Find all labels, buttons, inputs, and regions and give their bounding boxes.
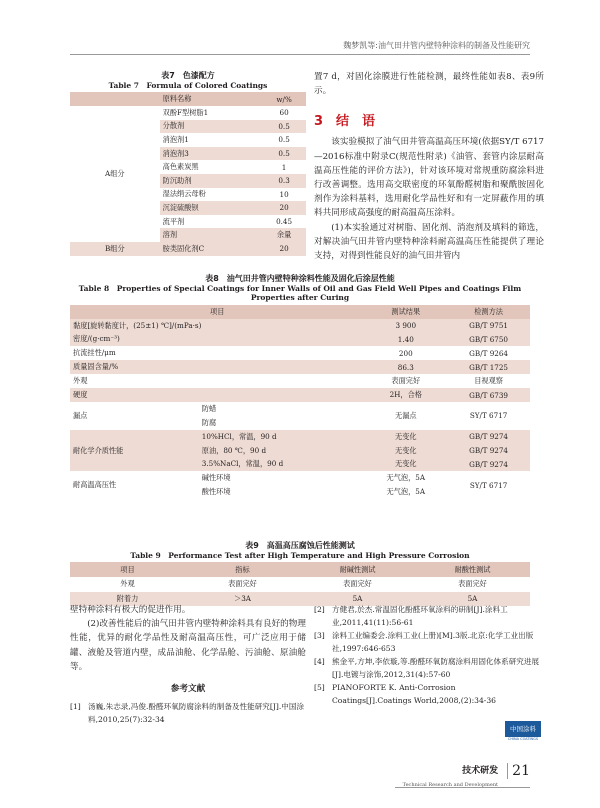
table8 — [70, 305, 530, 499]
table9-cell: 5A — [352, 594, 363, 604]
table7-cell-name: 分散剂 — [162, 121, 185, 131]
table8-cell-method: GB/T 9274 — [469, 459, 508, 469]
table7-header-row — [70, 92, 306, 106]
table9-col: 耐碱性测试 — [339, 564, 376, 574]
footer-section-cn: 技术研发 — [462, 766, 499, 776]
table7-cell-w: 余量 — [276, 230, 292, 240]
table-row — [70, 388, 530, 402]
table8-cell-sub: 10%HCl，常温，90 d — [201, 431, 277, 441]
table8-cell-method: 目视观察 — [474, 376, 503, 386]
reference-number: [1] — [70, 702, 81, 712]
table7-cell-w: 20 — [279, 244, 289, 254]
table8-caption-cn: 表8 油气田井管内壁特种涂料性能及固化后涂层性能 — [205, 274, 395, 283]
table-row — [70, 430, 530, 444]
references-title: 参考文献 — [170, 684, 206, 695]
table8-cell-item: 耐高温高压性 — [73, 480, 117, 490]
section-title: 3 结 语 — [314, 114, 376, 130]
table9-col: 指标 — [235, 564, 250, 574]
table8-cell-result: 表面完好 — [391, 376, 421, 386]
table7-cell-w: 0.5 — [278, 135, 290, 145]
table8-cell-method: SY/T 6717 — [469, 480, 508, 490]
reference-number: [3] — [314, 631, 325, 640]
table-row — [70, 242, 306, 256]
table8-cell-item: 漏点 — [73, 410, 88, 420]
table7-cell-name: 双酚F型树脂1 — [162, 107, 209, 117]
reference-item — [314, 629, 544, 655]
table9-cell: 外观 — [120, 579, 135, 589]
table7-cell-name: 沉淀硫酸钡 — [162, 202, 199, 212]
header-rule — [70, 54, 530, 55]
table7-cell-w: 10 — [279, 189, 289, 199]
table9-caption-cn: 表9 高温高压腐蚀后性能测试 — [245, 541, 355, 550]
table8-cell-result: 无气泡，5A — [386, 473, 426, 483]
table7-cell-name: 胺类固化剂C — [162, 243, 205, 253]
table8-cell-sub: 酸性环境 — [201, 487, 231, 497]
table8-caption-en: Table 8 Properties of Special Coatings for Inner Walls of Oil and Gas Field Well Pipes and Coatings Film Properties after Curing — [78, 284, 522, 303]
table8-cell-method: GB/T 6750 — [469, 334, 508, 344]
table-row — [70, 319, 530, 333]
paragraph: 该实验模拟了油气田井管高温高压环境(依据SY/T 6717—2016标准中附录C(规范性附录)《油管、套管内涂层耐高温高压性能的评价方法》)，针对该环境对常规重防腐涂料进行改善调整。选用高交联密度的环氧酚醛树脂和聚酰胺固化剂作为涂料基料，选用耐化学品性好和有一定屏蔽作用的填料共同形成高强度的耐高温高压涂料。 — [314, 137, 544, 219]
table-row — [70, 374, 530, 388]
table8-cell-sub: 3.5%NaCl，常温，90 d — [201, 459, 284, 469]
table8-cell-method: GB/T 9751 — [469, 321, 508, 331]
running-header: 魏梦凯等:油气田井管内壁特种涂料的制备及性能研究 — [343, 41, 530, 50]
table8-col-item: 项目 — [210, 306, 225, 316]
bottom-left-column — [70, 603, 306, 726]
table7-caption-cn: 表7 色漆配方 — [161, 71, 215, 80]
table8-cell-item: 黏度[旋转黏度计，(25±1) ℃]/(mPa·s) — [73, 320, 202, 330]
footer-section-en: Technical Research and Development — [402, 782, 499, 788]
table8-cell-sub: 原油，80 ℃，90 d — [201, 445, 267, 455]
paragraph: 置7 d，对固化涂膜进行性能检测，最终性能如表8、表9所示。 — [314, 72, 544, 97]
table7-cell-w: 0.5 — [278, 149, 290, 159]
table7-col-name: 原料名称 — [162, 94, 192, 104]
table7-cell-w: 60 — [279, 108, 289, 118]
table-row — [70, 402, 530, 416]
table7-cell-name: 溶剂 — [162, 230, 178, 240]
reference-item — [314, 655, 544, 681]
reference-item — [314, 681, 504, 707]
table7-col-w: w/% — [276, 94, 292, 104]
table8-cell-item: 耐化学介质性能 — [73, 445, 124, 455]
table7-cell-w: 0.5 — [278, 121, 290, 131]
reference-number: [5] — [314, 683, 325, 692]
table8-col-result: 测试结果 — [391, 306, 421, 316]
left-column — [70, 70, 306, 256]
table7-cell-w: 20 — [279, 203, 289, 213]
reference-text: 熊金平,方坤,李依璇,等.酚醛环氧防腐涂料用固化体系研究进展[J].电镀与涂饰,2012,31(4):57-60 — [332, 657, 540, 679]
reference-number: [4] — [314, 657, 325, 666]
table8-cell-item: 抗流挂性/μm — [73, 348, 116, 358]
table9-cell: 5A — [467, 594, 478, 604]
table8-cell-method: GB/T 9264 — [469, 348, 508, 358]
table8-cell-sub: 碱性环境 — [201, 473, 231, 483]
table8-cell-item: 外观 — [73, 376, 88, 386]
table9-cell: 表面完好 — [458, 579, 487, 589]
table8-cell-sub: 防蜡 — [201, 403, 217, 413]
table7-cell-w: 0.3 — [278, 176, 290, 186]
table9-cell: ＞3A — [234, 593, 251, 603]
table-row — [70, 346, 530, 360]
table7 — [70, 92, 306, 255]
logo-subtext: CHINA COATINGS — [507, 737, 539, 741]
table8-cell-result: 3 900 — [395, 321, 417, 331]
table-row — [70, 360, 530, 374]
table8-cell-result: 200 — [398, 348, 413, 358]
page-number: 21 — [507, 763, 530, 779]
right-column — [314, 70, 544, 263]
table8-block — [70, 273, 530, 499]
table8-cell-method: GB/T 9274 — [469, 432, 508, 442]
table8-cell-method: GB/T 9274 — [469, 446, 508, 456]
table8-cell-result: 无漏点 — [395, 410, 417, 420]
table-row — [70, 333, 530, 347]
table9-col: 耐酸性测试 — [454, 564, 491, 574]
table8-cell-sub: 防腐 — [201, 417, 217, 427]
table7-caption-en: Table 7 Formula of Colored Coatings — [108, 81, 268, 90]
reference-number: [2] — [314, 605, 325, 614]
paragraph: (1)本实验通过对树脂、固化剂、消泡剂及填料的筛选，对解决油气田井管内壁特种涂料耐高温高压性能提供了理论支持，对得到性能良好的油气田井管内 — [314, 222, 544, 262]
reference-text: 方健君,於杰.常温固化酚醛环氧涂料的研制[J].涂料工业,2011,41(11):56-61 — [332, 605, 508, 627]
table9-cell: 表面完好 — [343, 579, 372, 589]
table7-cell-w: 1 — [281, 162, 287, 172]
table8-cell-result: 无气泡，5A — [386, 487, 426, 497]
table9-block — [70, 540, 530, 606]
reference-text: 涂料工业编委会.涂料工业(上册)[M].3版.北京:化学工业出版社,1997:646-653 — [332, 631, 534, 653]
table8-cell-result: 无变化 — [395, 459, 417, 469]
bottom-right-column — [314, 603, 544, 707]
footer-rule — [395, 787, 530, 788]
table7-group-b: B组分 — [105, 243, 125, 253]
table8-cell-result: 86.3 — [397, 362, 414, 372]
reference-item — [70, 700, 306, 726]
page-footer — [403, 763, 530, 788]
table9 — [70, 562, 530, 606]
table8-cell-item: 密度/(g·cm⁻³) — [73, 334, 120, 344]
reference-item — [314, 603, 544, 629]
table8-cell-method: GB/T 1725 — [469, 362, 508, 372]
table8-cell-result: 无变化 — [395, 445, 417, 455]
table8-cell-result: 2H，合格 — [389, 390, 422, 400]
table7-cell-name: 湿法绢云母粉 — [162, 189, 206, 199]
table8-cell-result: 1.40 — [397, 334, 414, 344]
table7-cell-name: 消泡剂1 — [162, 134, 189, 144]
table8-cell-method: GB/T 6739 — [469, 390, 508, 400]
table8-header-row — [70, 305, 530, 319]
paragraph: (2)改善性能后的油气田井管内壁特种涂料具有良好的物理性能，优异的耐化学品性及耐高温高压性，可广泛应用于储罐、液舱及管道内壁，成品油舱、化学品舱、污油舱、原油舱等。 — [70, 619, 306, 672]
journal-logo — [505, 721, 541, 741]
table-row — [70, 577, 530, 592]
table9-cell: 表面完好 — [228, 579, 257, 589]
table7-group-a: A组分 — [105, 168, 125, 178]
table9-cell: 附着力 — [116, 593, 139, 603]
table9-caption-en: Table 9 Performance Test after High Temperature and High Pressure Corrosion — [130, 551, 470, 560]
logo-icon: 中国涂料 — [505, 721, 541, 737]
table-row — [70, 106, 306, 120]
table8-cell-method: SY/T 6717 — [469, 411, 508, 421]
table7-cell-name: 高色素炭黑 — [162, 162, 199, 172]
table7-cell-name: 消泡剂3 — [162, 148, 189, 158]
table8-cell-item: 质量固含量/% — [73, 362, 119, 372]
table7-cell-w: 0.45 — [276, 217, 293, 227]
table8-cell-item: 硬度 — [73, 390, 88, 400]
reference-text: PIANOFORTE K. Anti-Corrosion Coatings[J].Coatings World,2008,(2):34-36 — [332, 683, 497, 705]
table-row — [70, 471, 530, 485]
reference-text: 汤巍,朱志录,冯俊.酚醛环氧防腐涂料的制备及性能研究[J].中国涂料,2010,25(7):32-34 — [88, 702, 305, 725]
table8-col-method: 检测方法 — [474, 306, 503, 316]
table9-header-row — [70, 562, 530, 577]
table7-cell-name: 防沉助剂 — [162, 175, 192, 185]
table8-cell-result: 无变化 — [395, 431, 417, 441]
paragraph: 壁特种涂料有极大的促进作用。 — [70, 605, 191, 615]
table9-col: 项目 — [120, 564, 135, 574]
table7-cell-name: 流平剂 — [162, 216, 185, 226]
